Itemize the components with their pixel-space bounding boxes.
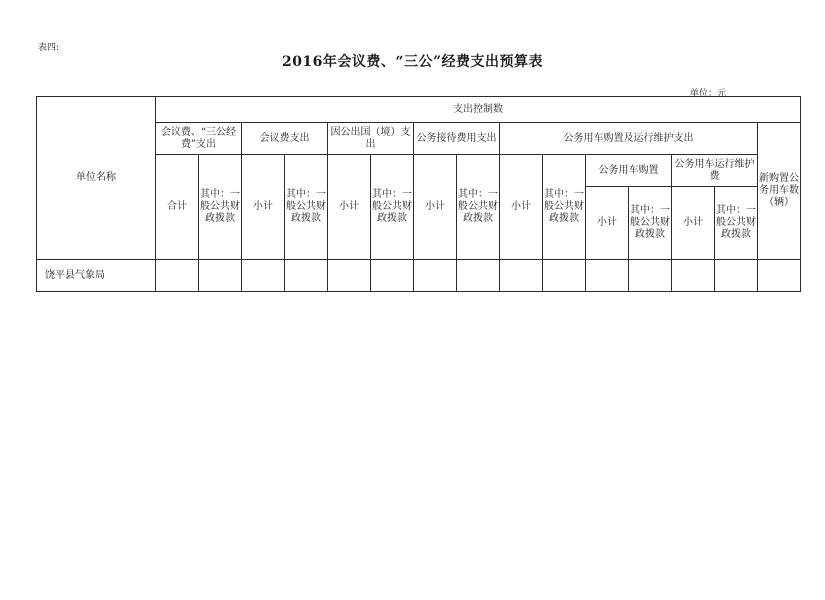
value-cell — [371, 260, 414, 292]
document-title: 2016年会议费、“三公”经费支出预算表 — [281, 54, 544, 70]
unit-name-header: 单位名称 — [37, 97, 156, 260]
value-cell — [156, 260, 199, 292]
meeting-three-public-header: 会议费、“三公经费”支出 — [156, 123, 242, 155]
abroad-subtotal-header: 小计 — [328, 155, 371, 260]
vehicle-subtotal-header: 小计 — [500, 155, 543, 260]
vehicle-fee-header: 公务用车购置及运行维护支出 — [500, 123, 758, 155]
value-cell — [285, 260, 328, 292]
meeting-fee-header: 会议费支出 — [242, 123, 328, 155]
new-vehicles-header: 新购置公务用车数（辆） — [758, 123, 801, 260]
purchase-general-header: 其中：一般公共财政拨款 — [629, 187, 672, 260]
value-cell — [543, 260, 586, 292]
reception-subtotal-header: 小计 — [414, 155, 457, 260]
reception-general-header: 其中：一般公共财政拨款 — [457, 155, 500, 260]
budget-table — [36, 96, 801, 292]
page-label: 表四: — [38, 43, 60, 53]
value-cell — [242, 260, 285, 292]
purchase-subtotal-header: 小计 — [586, 187, 629, 260]
unit-name-cell: 饶平县气象局 — [37, 260, 156, 292]
meeting-general-header: 其中：一般公共财政拨款 — [285, 155, 328, 260]
value-cell — [328, 260, 371, 292]
total-header: 合计 — [156, 155, 199, 260]
meeting-three-general-header: 其中：一般公共财政拨款 — [199, 155, 242, 260]
vehicle-operation-header: 公务用车运行维护费 — [672, 155, 758, 187]
table-row — [37, 260, 801, 292]
vehicle-purchase-header: 公务用车购置 — [586, 155, 672, 187]
value-cell — [457, 260, 500, 292]
value-cell — [586, 260, 629, 292]
operation-subtotal-header: 小计 — [672, 187, 715, 260]
value-cell — [758, 260, 801, 292]
value-cell — [500, 260, 543, 292]
reception-fee-header: 公务接待费用支出 — [414, 123, 500, 155]
abroad-general-header: 其中：一般公共财政拨款 — [371, 155, 414, 260]
vehicle-general-header: 其中：一般公共财政拨款 — [543, 155, 586, 260]
value-cell — [715, 260, 758, 292]
value-cell — [414, 260, 457, 292]
value-cell — [629, 260, 672, 292]
meeting-subtotal-header: 小计 — [242, 155, 285, 260]
expenditure-control-header: 支出控制数 — [156, 97, 801, 123]
operation-general-header: 其中：一般公共财政拨款 — [715, 187, 758, 260]
header-row-1 — [37, 97, 801, 123]
value-cell — [199, 260, 242, 292]
unit-label: 单位：元 — [690, 89, 727, 99]
value-cell — [672, 260, 715, 292]
abroad-fee-header: 因公出国（境）支出 — [328, 123, 414, 155]
